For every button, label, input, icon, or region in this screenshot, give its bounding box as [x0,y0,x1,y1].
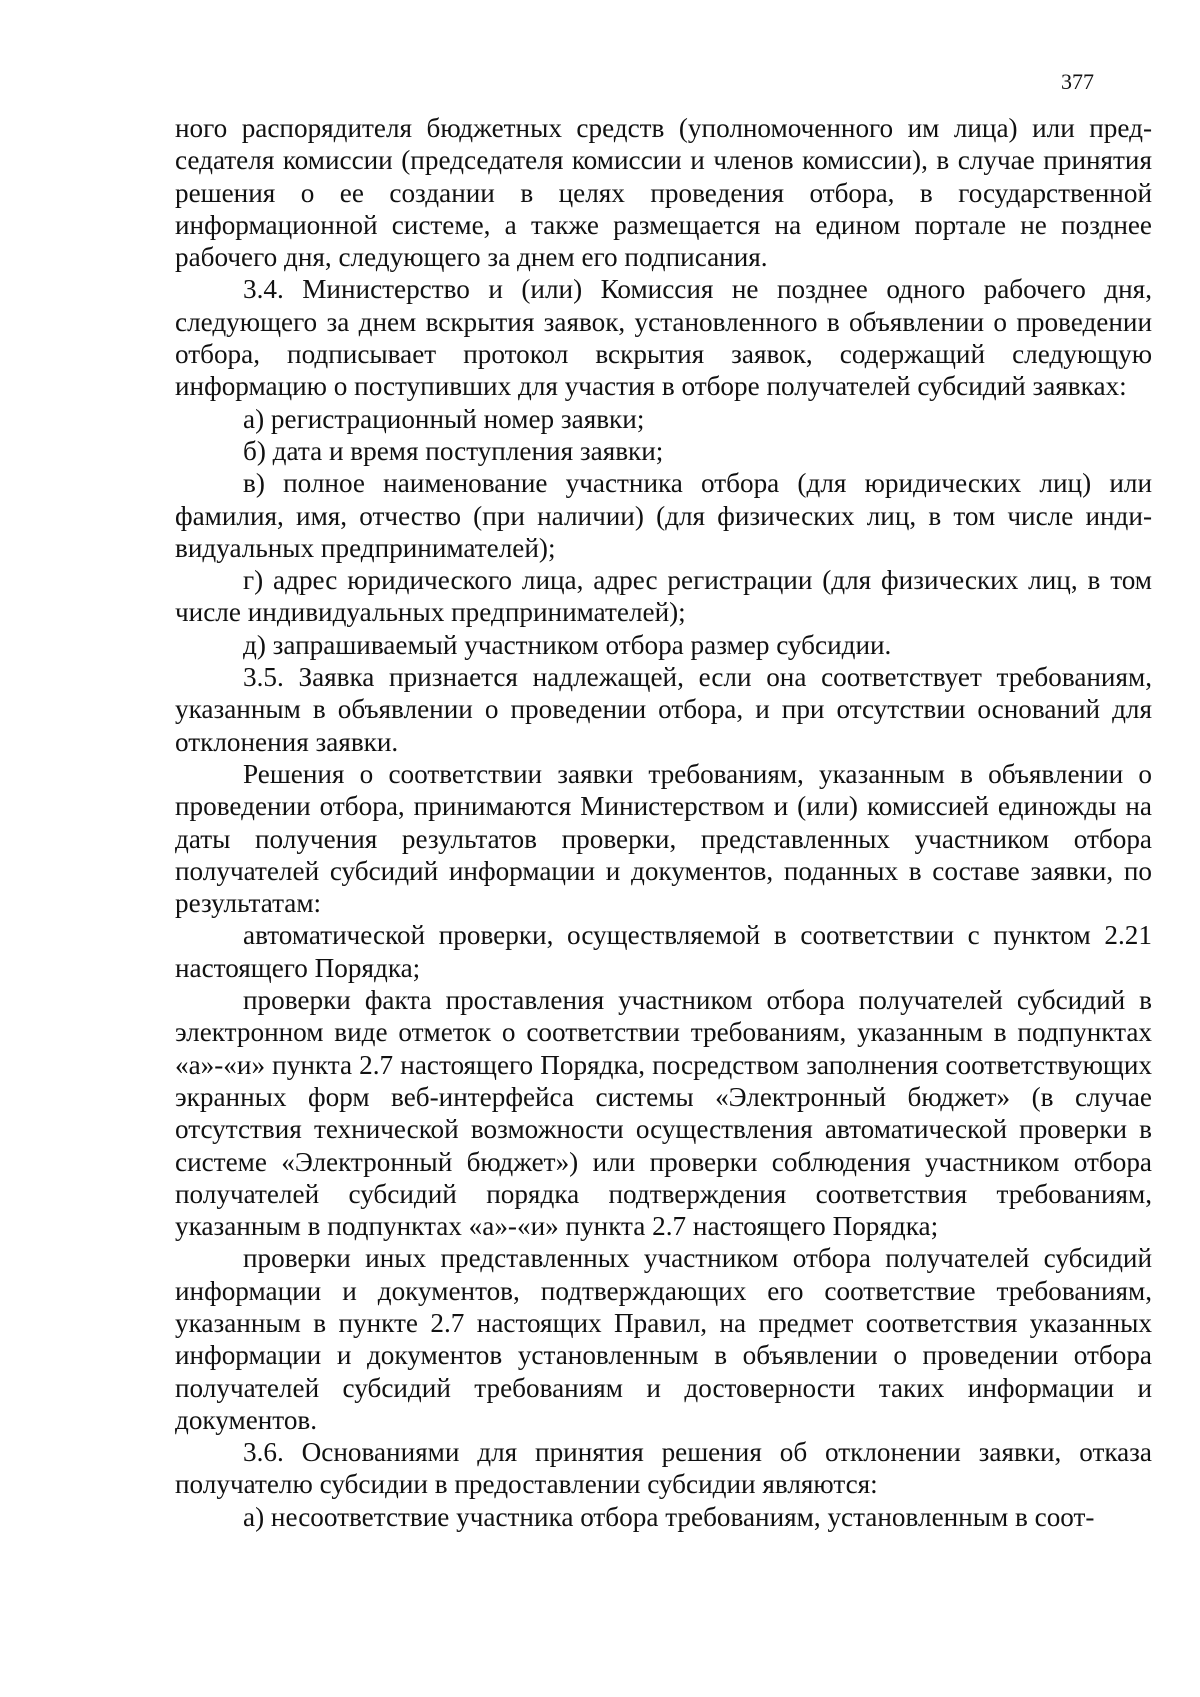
list-item-a-rejection: а) несоответствие участника отбора требованиям, установленным в соот- [243,1501,1095,1532]
paragraph-3-5: 3.5. Заявка признается надлежащей, если она соответствует требованиям, указанным в объявлении о проведении отбора, и при отсутствии оснований для отклонения заявки. [175,662,1152,757]
list-item-a: а) регистрационный номер заявки; [243,403,645,434]
page-number: 377 [1061,69,1094,94]
body-text [175,112,1152,1533]
paragraph-continuation: ного распорядителя бюджетных средств (уполномоченного им лица) или председателя комиссии (председателя комиссии и членов комиссии), в случае принятия решения о ее создании в целях проведения отбора, в государственной информационной системе, а также размещается на едином портале не позднее рабочего дня, следующего за днем его подписания. [175,113,1152,273]
paragraph-automatic-check: автоматической проверки, осуществляемой в соответствии с пунктом 2.21 настоящего Порядка; [175,920,1152,983]
paragraph-marks-check: проверки факта проставления участником отбора получателей субсидий в электронном виде отметок о соответствии требованиям, указанным в подпунктах «а»-«и» пункта 2.7 настоящего Порядка, посредством заполнения соответствующих экранных форм веб-интерфейса системы «Электронный бюджет» (в случае отсутствия технической возможности осуществления автоматической проверки в системе «Электронный бюджет») или проверки соблюдения участником отбора получателей субсидий порядка подтверждения соответствия требованиям, указанным в подпунктах «а»-«и» пункта 2.7 настоящего Порядка; [175,985,1152,1242]
paragraph-other-docs-check: проверки иных представленных участником отбора получателей субсидий информации и документов, подтверждающих его соответствие требованиям, указанным в пункте 2.7 настоящих Правил, на предмет соответствия указанных информации и документов установленным в объявлении о проведении отбора получателей субсидий требованиям и достоверности таких информации и документов. [175,1243,1152,1435]
list-item-v: в) полное наименование участника отбора (для юридических лиц) или фамилия, имя, отчество (при наличии) (для физических лиц, в том числе индивидуальных предпринимателей); [175,468,1152,563]
paragraph-decisions: Решения о соответствии заявки требованиям, указанным в объявлении о проведении отбора, принимаются Министерством и (или) комиссией единожды на даты получения результатов проверки, представленных участником отбора получателей субсидий информации и документов, поданных в составе заявки, по результатам: [175,758,1152,919]
paragraph-3-4: 3.4. Министерство и (или) Комиссия не позднее одного рабочего дня, следующего за днем вскрытия заявок, установленного в объявлении о проведении отбора, подписывает протокол вскрытия заявок, содержащий следующую информацию о поступивших для участия в отборе получателей субсидий заявках: [175,274,1152,402]
list-item-d: д) запрашиваемый участником отбора размер субсидии. [243,629,892,660]
list-item-g: г) адрес юридического лица, адрес регистрации (для физических лиц, в том числе индивидуальных предпринимателей); [175,565,1152,628]
paragraph-3-6: 3.6. Основаниями для принятия решения об отклонении заявки, отказа получателю субсидии в предоставлении субсидии являются: [175,1437,1152,1500]
list-item-b: б) дата и время поступления заявки; [243,435,664,466]
